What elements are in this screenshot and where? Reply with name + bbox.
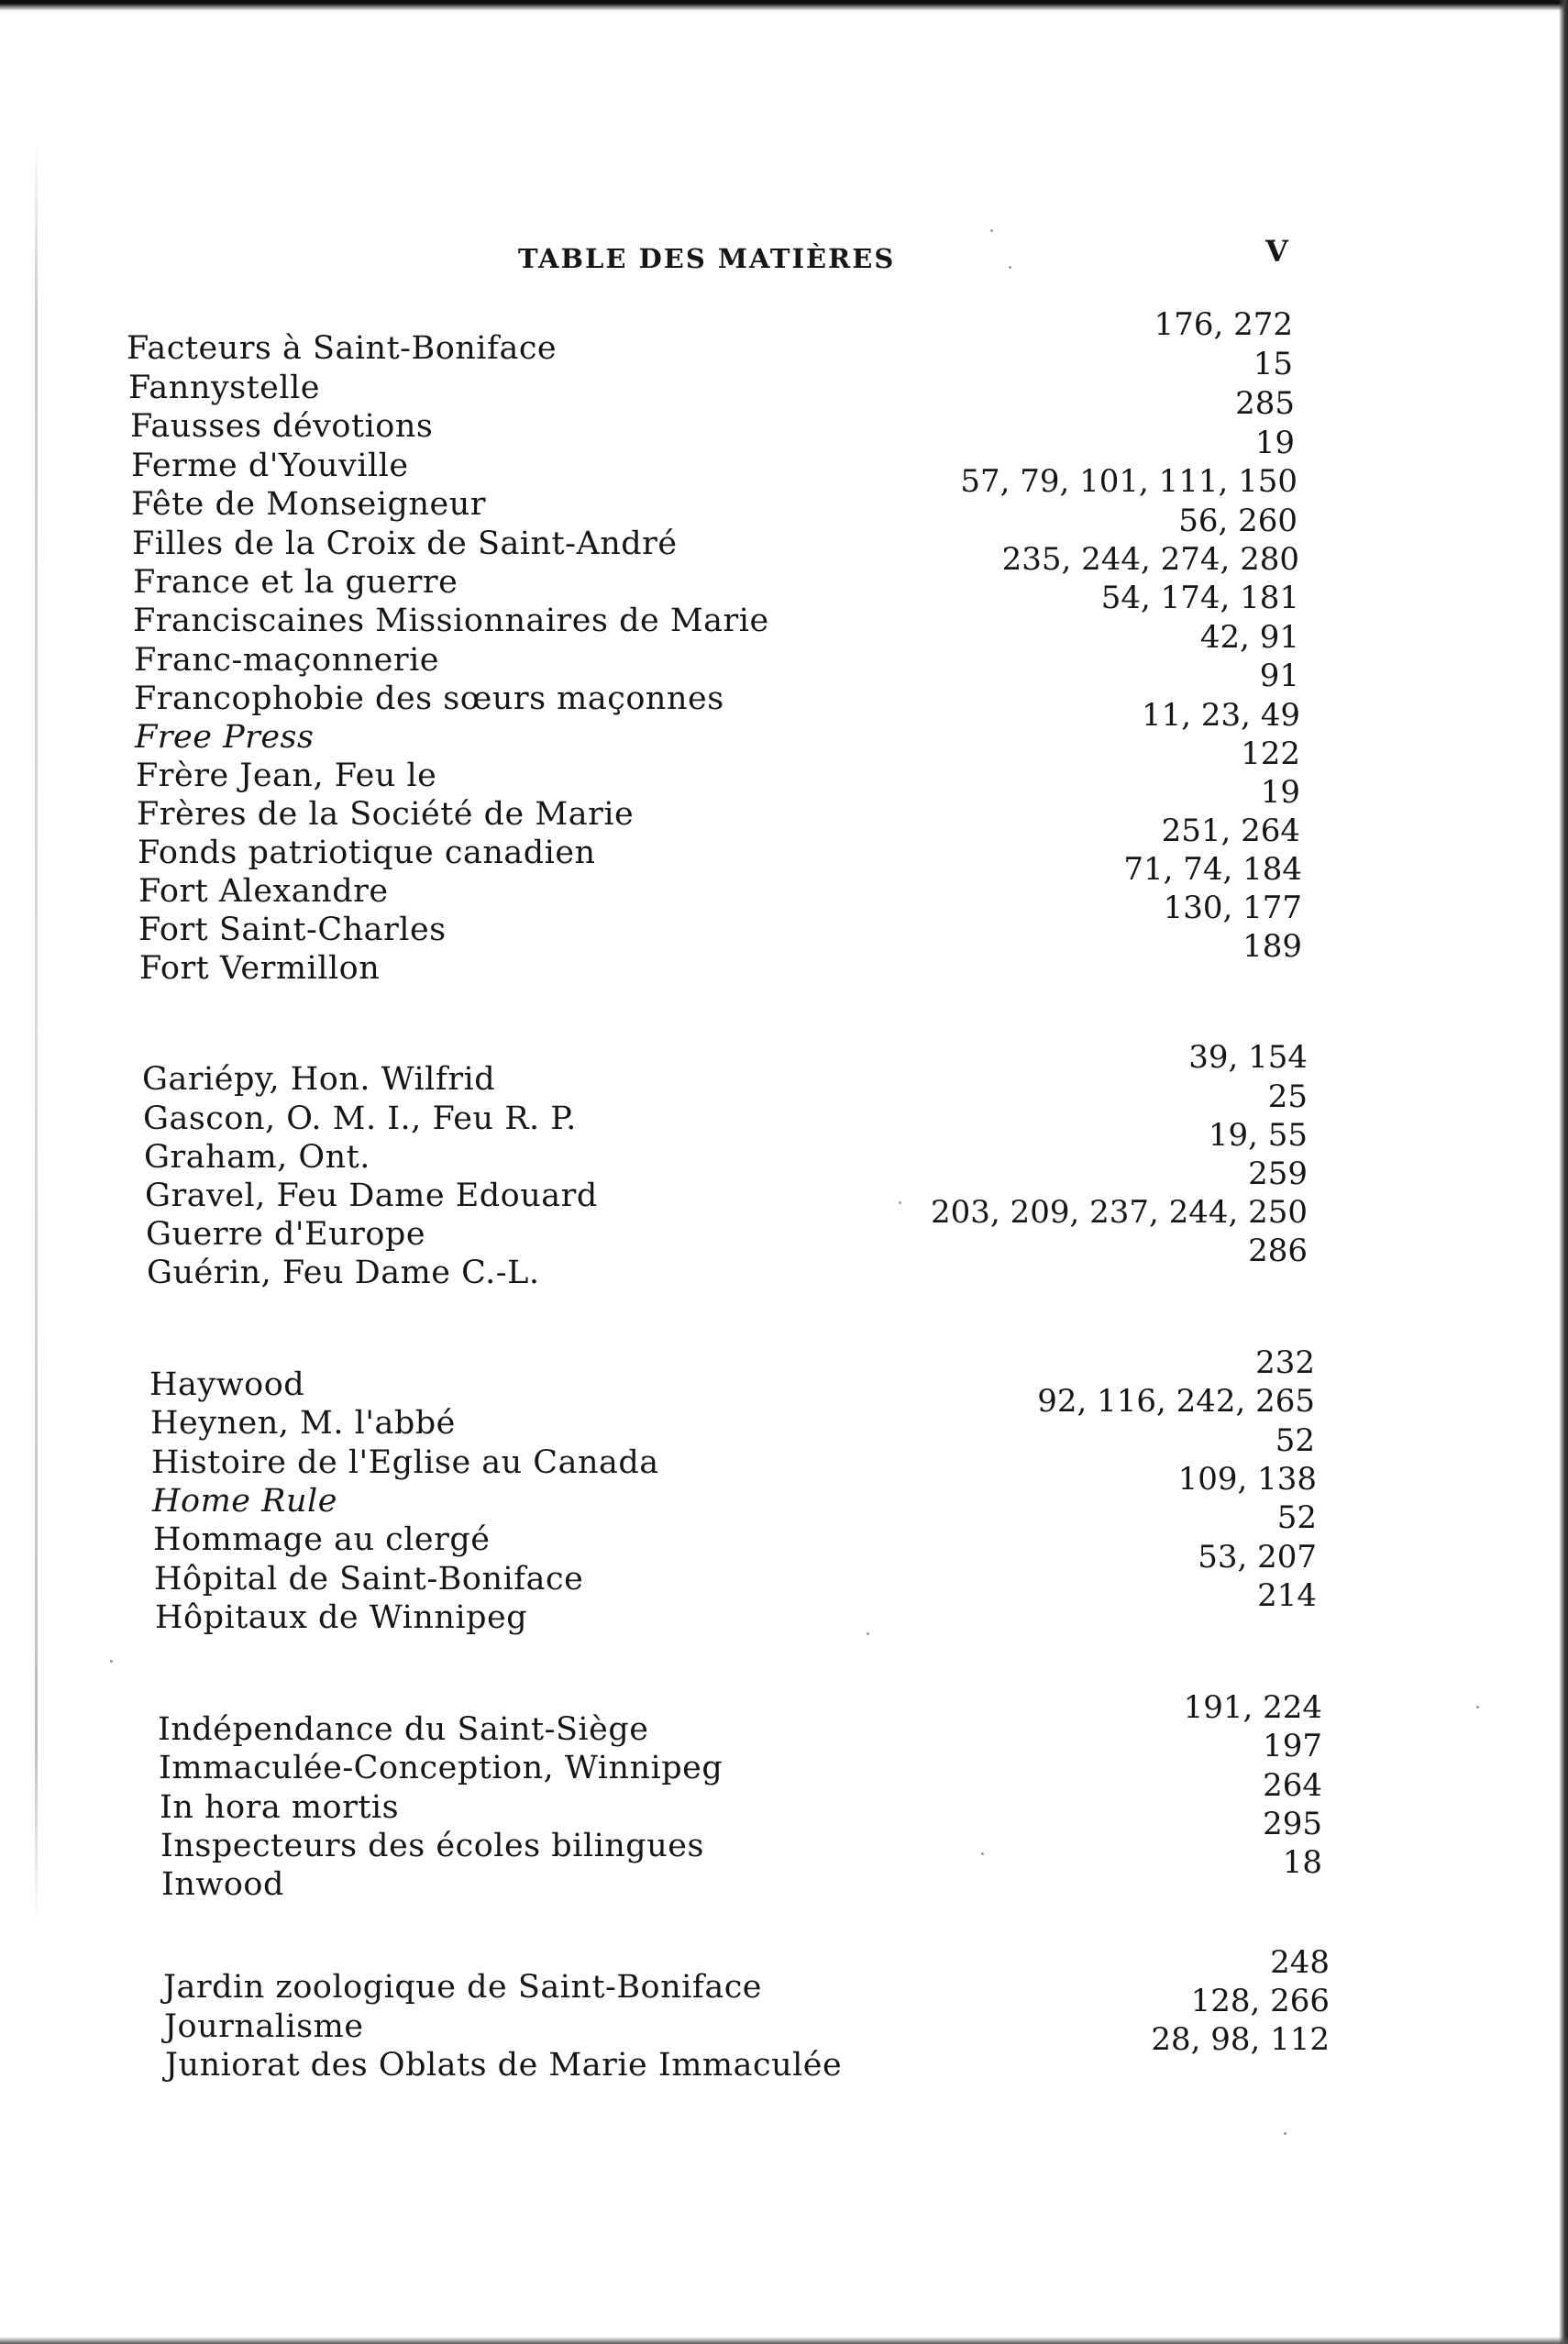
index-entry-text: Ferme d'Youville: [131, 448, 409, 484]
index-entry-text: Inspecteurs des écoles bilingues: [160, 1828, 704, 1864]
index-entry-pages: 19: [1254, 425, 1295, 461]
scan-speck: [1476, 1706, 1479, 1708]
index-entry-text: Graham, Ont.: [144, 1139, 370, 1176]
index-entry-text: Immaculée-Conception, Winnipeg: [159, 1750, 723, 1786]
scan-speck: [867, 1632, 869, 1635]
index-entry-pages: 42, 91: [1199, 619, 1299, 656]
index-entry-pages: 128, 266: [1190, 1983, 1330, 2019]
index-entry-text: Fort Saint-Charles: [138, 912, 447, 948]
index-entry-text: Haywood: [149, 1366, 305, 1403]
index-entry-text: In hora mortis: [160, 1789, 400, 1826]
index-entry-pages: 214: [1257, 1577, 1317, 1614]
scan-speck: [110, 1660, 113, 1663]
index-entry-text: Gariépy, Hon. Wilfrid: [142, 1061, 496, 1098]
index-entry-text: Frères de la Société de Marie: [137, 796, 635, 833]
index-entry-pages: 109, 138: [1177, 1461, 1317, 1498]
index-entry-pages: 25: [1267, 1078, 1308, 1115]
index-entry-pages: 28, 98, 112: [1151, 2021, 1330, 2058]
index-entry-text: Fausses dévotions: [130, 408, 434, 445]
index-entry-pages: 286: [1248, 1233, 1308, 1269]
index-entry-text: France et la guerre: [133, 564, 458, 601]
index-entry-text: Franc-maçonnerie: [134, 642, 440, 679]
index-entry-text: Hommage au clergé: [153, 1521, 491, 1558]
index-entry-pages: 39, 154: [1188, 1039, 1308, 1076]
index-entry-text: Free Press: [135, 719, 315, 756]
index-entry-pages: 130, 177: [1163, 890, 1302, 926]
index-entry-pages: 285: [1235, 385, 1295, 422]
page-number: V: [1265, 234, 1288, 269]
index-entry-pages: 18: [1282, 1844, 1322, 1881]
index-entry-text: Home Rule: [152, 1483, 337, 1520]
running-header-title: TABLE DES MATIÈRES: [518, 243, 896, 274]
scan-left-edge: [35, 138, 38, 1926]
scan-speck: [990, 229, 993, 232]
index-entry-text: Guerre d'Europe: [146, 1216, 426, 1253]
index-entry-text: Fort Vermillon: [139, 950, 381, 987]
scan-speck: [1009, 266, 1011, 269]
index-entry-text: Filles de la Croix de Saint-André: [132, 525, 678, 562]
scan-top-border: [0, 0, 1568, 11]
index-entry-pages: 259: [1248, 1155, 1308, 1192]
index-entry-pages: 54, 174, 181: [1100, 580, 1299, 616]
index-entry-text: Hôpitaux de Winnipeg: [155, 1599, 528, 1636]
index-entry-pages: 264: [1263, 1767, 1322, 1804]
index-entry-pages: 295: [1263, 1806, 1322, 1842]
index-entry-pages: 235, 244, 274, 280: [1001, 541, 1299, 578]
index-entry-pages: 57, 79, 101, 111, 150: [960, 463, 1297, 500]
index-entry-text: Frère Jean, Feu le: [136, 757, 437, 794]
index-entry-text: Fête de Monseigneur: [131, 486, 486, 523]
index-entry-pages: 232: [1255, 1344, 1315, 1381]
scan-speck: [1284, 2132, 1286, 2135]
index-entry-text: Indépendance du Saint-Siège: [158, 1711, 649, 1748]
index-entry-text: Histoire de l'Eglise au Canada: [151, 1444, 659, 1481]
index-entry-text: Gascon, O. M. I., Feu R. P.: [143, 1100, 577, 1137]
index-entry-text: Gravel, Feu Dame Edouard: [145, 1178, 598, 1214]
index-entry-text: Franciscaines Missionnaires de Marie: [133, 603, 769, 639]
index-entry-pages: 197: [1263, 1728, 1322, 1764]
scan-speck: [981, 1852, 984, 1855]
index-entry-text: Francophobie des sœurs maçonnes: [134, 680, 724, 717]
index-entry-pages: 52: [1276, 1499, 1317, 1536]
index-entry-pages: 191, 224: [1183, 1689, 1322, 1726]
scan-speck: [899, 1201, 901, 1204]
index-entry-pages: 91: [1259, 658, 1299, 694]
index-entry-text: Journalisme: [164, 2008, 364, 2045]
index-entry-pages: 251, 264: [1161, 813, 1300, 849]
index-entry-text: Facteurs à Saint-Boniface: [127, 330, 558, 367]
index-entry-text: Fort Alexandre: [138, 873, 389, 910]
index-entry-pages: 203, 209, 237, 244, 250: [931, 1194, 1308, 1231]
index-entry-pages: 56, 260: [1178, 503, 1297, 539]
index-entry-pages: 19, 55: [1208, 1117, 1308, 1154]
index-entry-text: Heynen, M. l'abbé: [150, 1405, 456, 1442]
scan-bottom-edge: [0, 2337, 1568, 2344]
index-entry-pages: 19: [1260, 774, 1300, 811]
index-entry-text: Fonds patriotique canadien: [138, 835, 596, 871]
index-entry-pages: 122: [1241, 735, 1300, 772]
scan-right-edge: [1559, 0, 1568, 2344]
index-entry-pages: 11, 23, 49: [1141, 697, 1300, 734]
index-entry-text: Juniorat des Oblats de Marie Immaculée: [165, 2047, 843, 2084]
index-entry-text: Inwood: [161, 1866, 284, 1903]
index-entry-pages: 248: [1270, 1944, 1330, 1981]
index-entry-pages: 176, 272: [1154, 306, 1293, 343]
index-entry-text: Hôpital de Saint-Boniface: [154, 1561, 584, 1598]
index-entry-pages: 71, 74, 184: [1123, 851, 1302, 888]
index-entry-text: Fannystelle: [128, 370, 320, 406]
index-entry-text: Jardin zoologique de Saint-Boniface: [163, 1969, 763, 2006]
index-entry-pages: 92, 116, 242, 265: [1037, 1383, 1315, 1420]
index-entry-pages: 53, 207: [1198, 1539, 1317, 1576]
index-entry-pages: 52: [1275, 1422, 1315, 1459]
index-entry-text: Guérin, Feu Dame C.-L.: [147, 1255, 540, 1291]
index-entry-pages: 15: [1253, 346, 1293, 382]
index-entry-pages: 189: [1242, 928, 1302, 965]
